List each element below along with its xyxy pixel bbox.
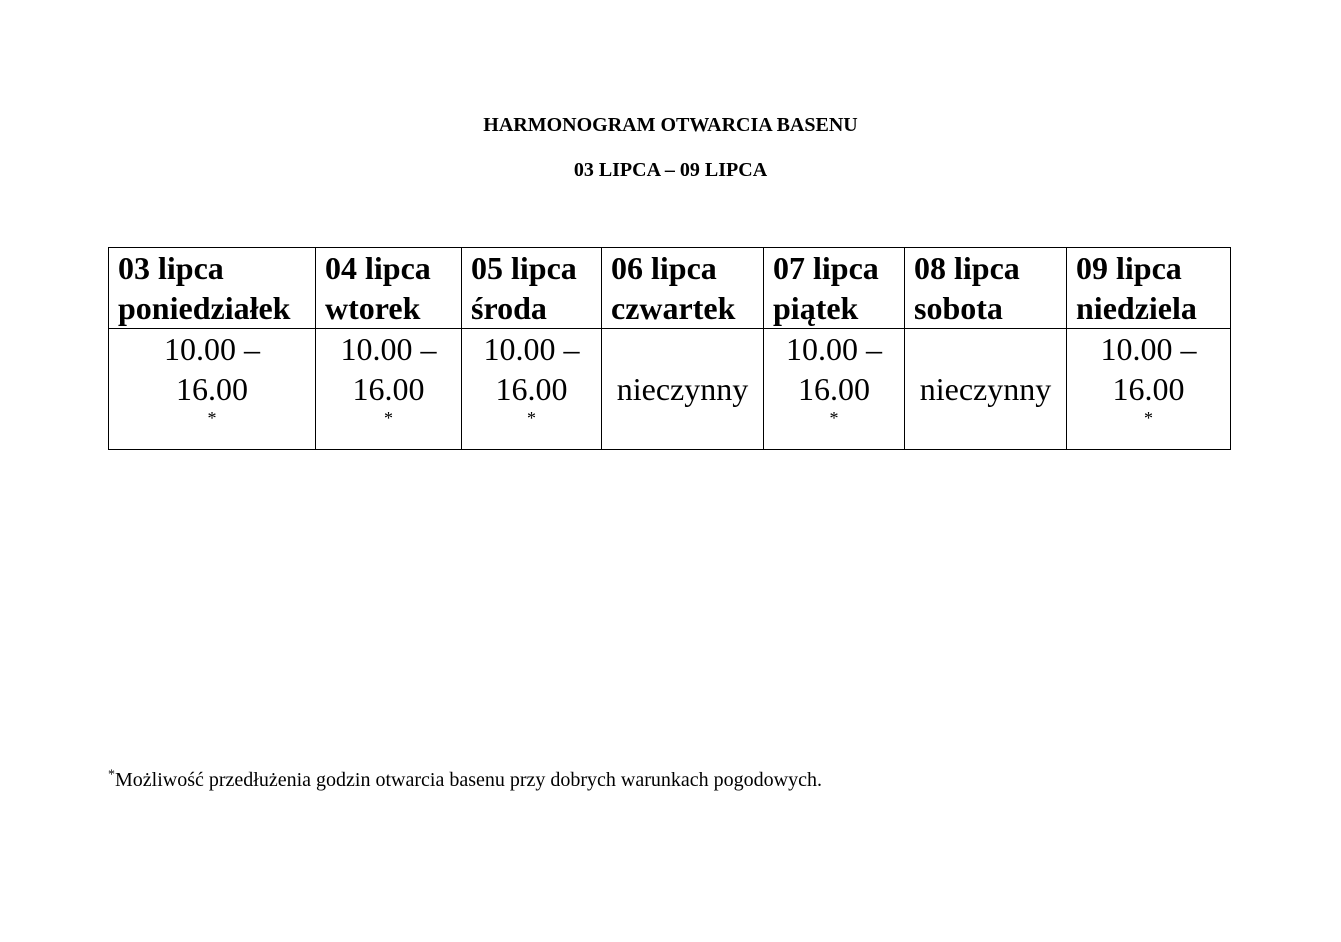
schedule-table [108,247,1231,450]
hours-end-line [109,369,315,449]
day-weekday: czwartek [611,290,736,326]
day-header [109,248,316,329]
day-header [905,248,1067,329]
day-date: 09 lipca [1076,250,1182,286]
footnote-mark: * [108,767,115,783]
hours-end-line [764,369,904,449]
day-header [1067,248,1231,329]
day-date: 07 lipca [773,250,879,286]
hours-start: 10.00 – [340,331,437,367]
day-weekday: wtorek [325,290,421,326]
day-hours [316,329,462,450]
hours-end-line [462,369,601,449]
hours-end-line [316,369,461,449]
day-date: 05 lipca [471,250,577,286]
hours-start: 10.00 – [483,331,580,367]
hours-end: 16.00 [1112,371,1185,407]
day-weekday: środa [471,290,547,326]
day-header [602,248,764,329]
footnote [108,766,822,794]
day-hours [462,329,602,450]
day-weekday: sobota [914,290,1003,326]
day-hours [109,329,316,450]
footnote-mark: * [829,408,839,429]
footnote-mark: * [384,408,393,429]
closed-label: nieczynny [616,371,749,407]
hours-end: 16.00 [798,371,870,407]
date-range-title: 03 LIPCA – 09 LIPCA [573,159,768,181]
day-weekday: poniedziałek [118,290,291,326]
closed-label: nieczynny [919,371,1052,407]
day-weekday: piątek [773,290,859,326]
footnote-mark: * [207,408,217,429]
day-closed [602,329,764,450]
footnote-mark: * [1144,408,1153,429]
footnote-mark: * [527,408,536,429]
day-weekday: niedziela [1076,290,1197,326]
day-date: 03 lipca [118,250,224,286]
table-header-row [109,248,1231,329]
day-date: 06 lipca [611,250,717,286]
day-hours [1067,329,1231,450]
hours-end: 16.00 [176,371,248,407]
document-title: HARMONOGRAM OTWARCIA BASENU [483,114,858,136]
day-date: 04 lipca [325,250,431,286]
hours-start: 10.00 – [786,331,882,367]
hours-end-line [1067,369,1230,449]
hours-start: 10.00 – [164,331,260,367]
hours-end: 16.00 [495,371,568,407]
hours-end: 16.00 [352,371,425,407]
day-header [764,248,905,329]
hours-start: 10.00 – [1100,331,1197,367]
day-hours [764,329,905,450]
footnote-text: Możliwość przedłużenia godzin otwarcia basenu przy dobrych warunkach pogodowych. [115,769,822,791]
day-header [462,248,602,329]
table-hours-row [109,329,1231,450]
day-date: 08 lipca [914,250,1020,286]
day-header [316,248,462,329]
day-closed [905,329,1067,450]
